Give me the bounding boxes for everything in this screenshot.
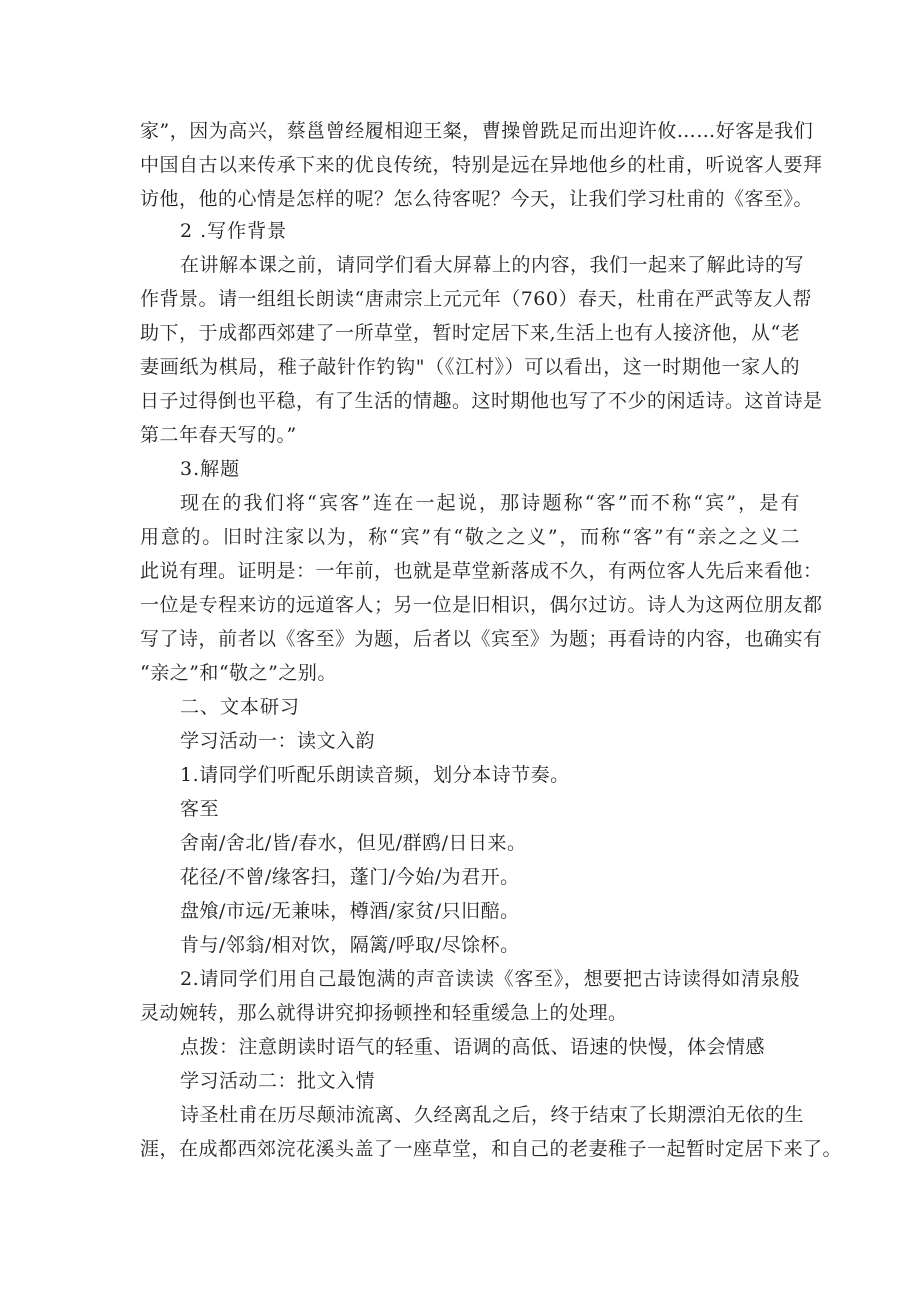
poem-line-3: 盘飧/市远/无兼味，樽酒/家贫/只旧醅。 — [180, 900, 520, 922]
section-heading-text-study: 二、文本研习 — [180, 696, 301, 718]
section-heading-title-analysis: 3.解题 — [180, 458, 241, 480]
background-line-6: 第二年春天写的。” — [140, 424, 297, 446]
analysis-line-1: 现在的我们将“宾客”连在一起说，那诗题称“客”而不称“宾”，是有 — [180, 492, 800, 514]
background-line-5: 日子过得倒也平稳，有了生活的情趣。这时期他也写了不少的闲适诗。这首诗是 — [140, 390, 823, 412]
intro-line-3: 访他，他的心情是怎样的呢？怎么待客呢？今天，让我们学习杜甫的《客至》。 — [140, 188, 814, 210]
poem-line-4: 肯与/邻翁/相对饮，隔篱/呼取/尽馀杯。 — [180, 934, 520, 956]
analysis-line-6: “亲之”和“敬之”之别。 — [140, 662, 337, 684]
activity-one-task-1: 1.请同学们听配乐朗读音频，划分本诗节奏。 — [180, 764, 570, 786]
intro-line-2: 中国自古以来传承下来的优良传统，特别是远在异地他乡的杜甫，听说客人要拜 — [140, 154, 823, 176]
section-heading-writing-background: 2 .写作背景 — [180, 220, 288, 242]
poem-line-1: 舍南/舍北/皆/春水，但见/群鸥/日日来。 — [180, 832, 527, 854]
activity-one-task-2-line-2: 灵动婉转，那么就得讲究抑扬顿挫和轻重缓急上的处理。 — [140, 1002, 628, 1024]
activity-one-task-2-line-1: 2.请同学们用自己最饱满的声音读读《客至》，想要把古诗读得如清泉般 — [180, 968, 800, 990]
activity-two-heading: 学习活动二：批文入情 — [180, 1070, 376, 1092]
background-line-4: 妻画纸为棋局，稚子敲针作钓钩"（《江村》）可以看出，这一时期他一家人的 — [140, 356, 800, 378]
poem-title: 客至 — [180, 798, 220, 820]
intro-line-1: 家”，因为高兴，蔡邕曾经履相迎王粲，曹操曾跣足而出迎许攸……好客是我们 — [140, 120, 814, 142]
background-line-3: 助下，于成都西郊建了一所草堂，暂时定居下来,生活上也有人接济他，从“老 — [140, 322, 801, 344]
activity-two-line-2: 涯，在成都西郊浣花溪头盖了一座草堂，和自己的老妻稚子一起暂时定居下来了。 — [140, 1138, 843, 1160]
analysis-line-5: 写了诗，前者以《客至》为题，后者以《宾至》为题；再看诗的内容，也确实有 — [140, 628, 823, 650]
activity-two-line-1: 诗圣杜甫在历尽颠沛流离、久经离乱之后，终于结束了长期漂泊无依的生 — [180, 1104, 805, 1126]
background-line-2: 作背景。请一组组长朗读“唐肃宗上元元年（760）春天，杜甫在严武等友人帮 — [140, 288, 812, 310]
poem-line-2: 花径/不曾/缘客扫，蓬门/今始/为君开。 — [180, 866, 520, 888]
tip-line: 点拨：注意朗读时语气的轻重、语调的高低、语速的快慢，体会情感 — [180, 1036, 766, 1058]
analysis-line-3: 此说有理。证明是：一年前，也就是草堂新落成不久，有两位客人先后来看他： — [140, 560, 823, 582]
analysis-line-4: 一位是专程来访的远道客人；另一位是旧相识，偶尔过访。诗人为这两位朋友都 — [140, 594, 823, 616]
analysis-line-2: 用意的。旧时注家以为，称“宾”有“敬之之义”，而称“客”有“亲之之义二 — [140, 526, 800, 548]
activity-one-heading: 学习活动一：读文入韵 — [180, 730, 376, 752]
background-line-1: 在讲解本课之前，请同学们看大屏幕上的内容，我们一起来了解此诗的写 — [180, 254, 805, 276]
